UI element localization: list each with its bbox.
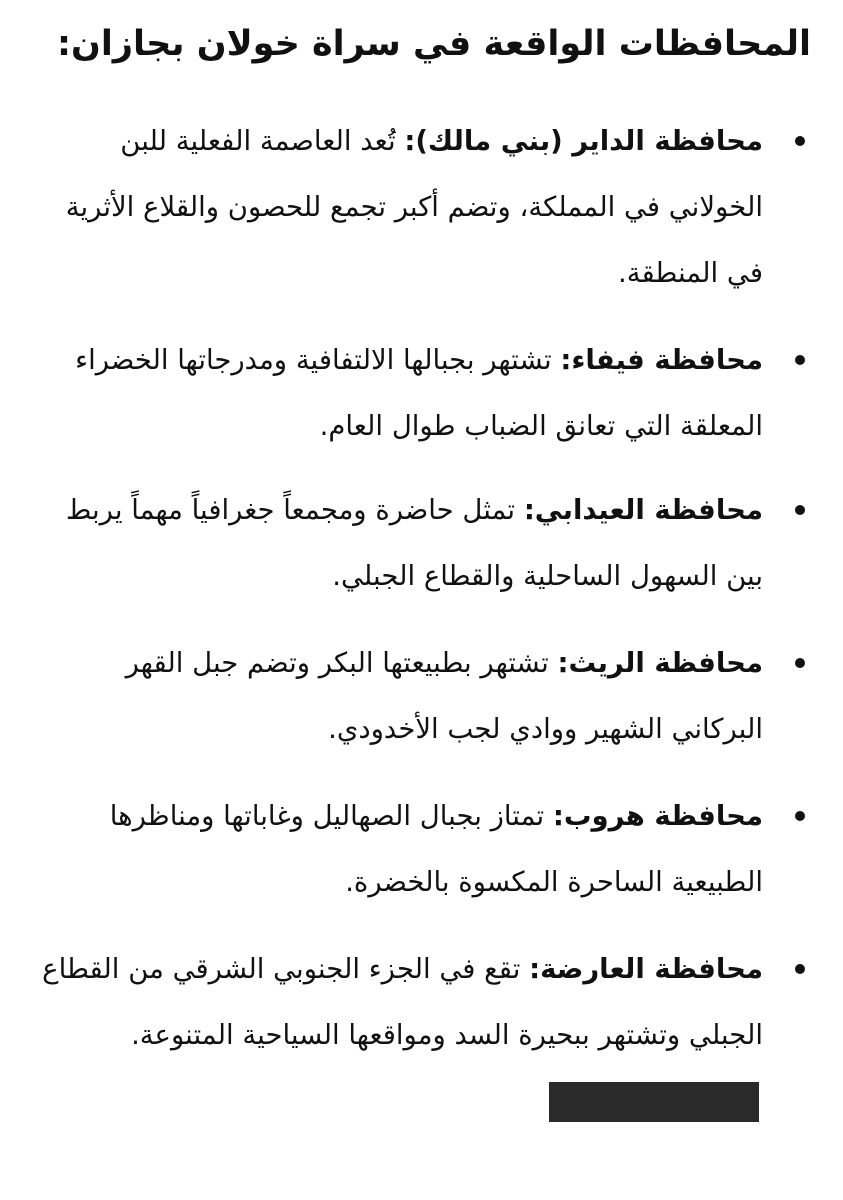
- item-text: تشتهر بجبالها الالتفافية ومدرجاتها الخضراء المعلقة التي تعانق الضباب طوال العام.: [75, 344, 763, 442]
- item-text: تشتهر بطبيعتها البكر وتضم جبل القهر البركاني الشهير ووادي لجب الأخدودي.: [125, 647, 763, 745]
- list-item-alraith: [30, 630, 811, 762]
- item-label: محافظة فيفاء:: [560, 344, 763, 376]
- bullet-icon: [795, 136, 805, 146]
- item-text: تمتاز بجبال الصهاليل وغاباتها ومناظرها الطبيعية الساحرة المكسوة بالخضرة.: [109, 800, 763, 898]
- bullet-icon: [795, 505, 805, 515]
- bullet-icon: [795, 355, 805, 365]
- item-label: محافظة هروب:: [552, 800, 763, 832]
- item-text: تمثل حاضرة ومجمعاً جغرافياً مهماً يربط بين السهول الساحلية والقطاع الجبلي.: [65, 494, 763, 592]
- item-text: تقع في الجزء الجنوبي الشرقي من القطاع الجبلي وتشتهر ببحيرة السد ومواقعها السياحية المتنوعة.: [42, 953, 763, 1051]
- list-item-fifa: [30, 327, 811, 459]
- item-label: محافظة الداير (بني مالك):: [404, 125, 763, 157]
- item-label: محافظة العيدابي:: [523, 494, 763, 526]
- redaction-block: [549, 1082, 759, 1122]
- list-item-alardah: [30, 936, 811, 1134]
- item-label: محافظة الريث:: [557, 647, 763, 679]
- page-heading: المحافظات الواقعة في سراة خولان بجازان:: [56, 24, 811, 64]
- list-item-aldayer: [30, 108, 811, 306]
- list-item-aledabi: [30, 477, 811, 609]
- item-text: تُعد العاصمة الفعلية للبن الخولاني في المملكة، وتضم أكبر تجمع للحصون والقلاع الأثرية في المنطقة.: [65, 125, 763, 289]
- governorate-list: [30, 108, 811, 1134]
- item-label: محافظة العارضة:: [529, 953, 763, 985]
- bullet-icon: [795, 658, 805, 668]
- list-item-haroob: [30, 783, 811, 915]
- bullet-icon: [795, 964, 805, 974]
- bullet-icon: [795, 811, 805, 821]
